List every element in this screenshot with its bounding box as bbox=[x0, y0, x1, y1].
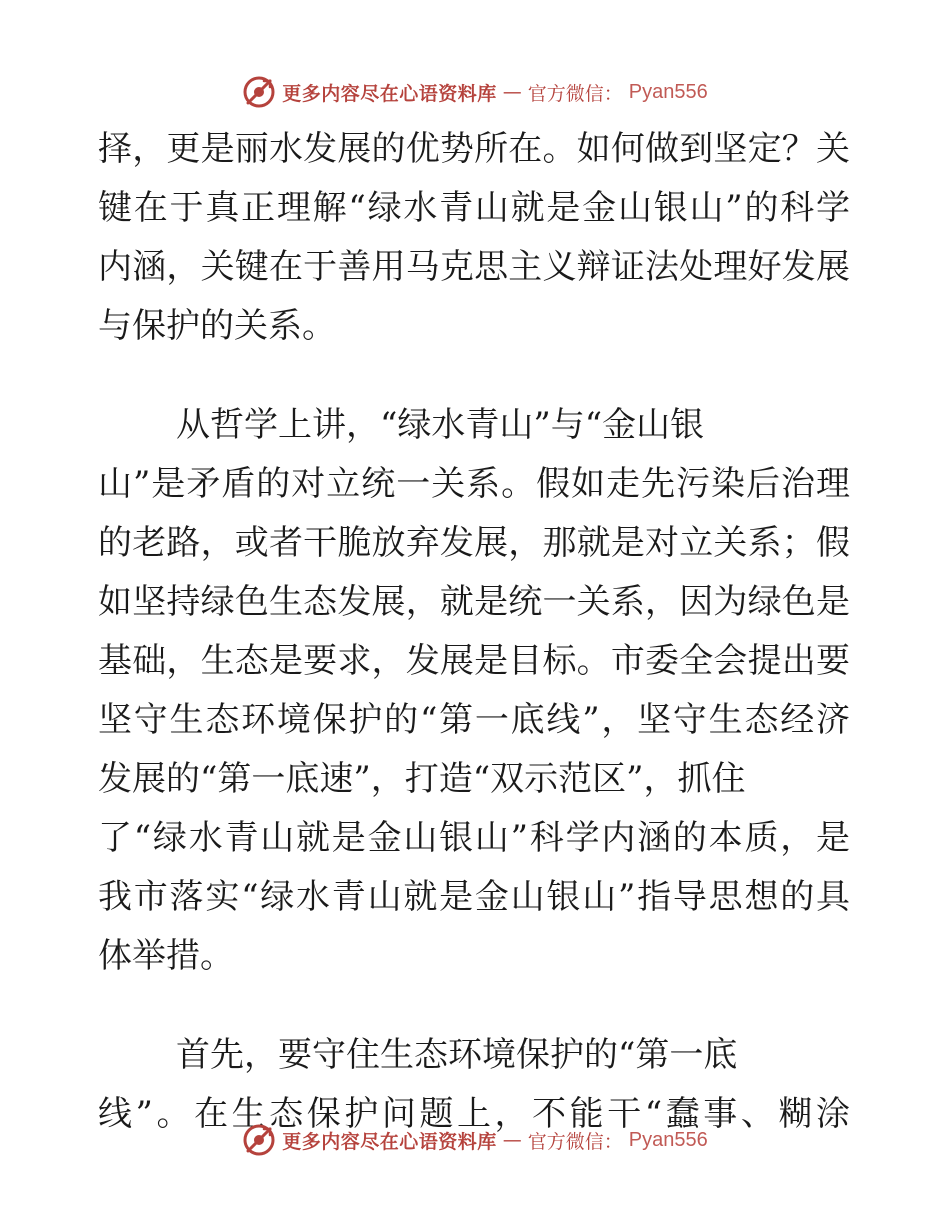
text-line: 首先，要守住生态环境保护的“第一底 bbox=[176, 1035, 738, 1075]
footer-brand-text: 更多内容尽在心语资料库 bbox=[282, 1130, 497, 1153]
text-line: 线”。在生态保护问题上，不能干“蠢事、糊涂 bbox=[98, 1094, 850, 1134]
brand-logo-icon bbox=[242, 1123, 276, 1157]
text-line: 我市落实“绿水青山就是金山银山”指导思想的具 bbox=[98, 877, 850, 917]
footer-wechat-label: 官方微信： bbox=[527, 1130, 623, 1153]
brand-logo-icon bbox=[242, 75, 276, 109]
footer-wechat-id: Pyan556 bbox=[628, 1128, 708, 1151]
header-brand-text: 更多内容尽在心语资料库 bbox=[282, 82, 497, 105]
text-line: 的老路，或者干脆放弃发展，那就是对立关系；假 bbox=[98, 523, 850, 563]
footer-separator: — bbox=[502, 1129, 522, 1151]
paragraph-1 bbox=[98, 120, 850, 356]
text-line: 山”是矛盾的对立统一关系。假如走先污染后治理 bbox=[98, 464, 850, 504]
header-wechat-label: 官方微信： bbox=[527, 82, 623, 105]
text-line: 坚守生态环境保护的“第一底线”，坚守生态经济 bbox=[98, 700, 850, 740]
paragraph-spacer bbox=[98, 986, 850, 1026]
paragraph-spacer bbox=[98, 356, 850, 396]
footer-banner bbox=[242, 1123, 708, 1157]
text-line: 体举措。 bbox=[98, 936, 234, 976]
text-line: 内涵，关键在于善用马克思主义辩证法处理好发展 bbox=[98, 247, 850, 287]
header-banner bbox=[242, 75, 708, 109]
page-header bbox=[0, 72, 950, 112]
text-line: 从哲学上讲，“绿水青山”与“金山银 bbox=[176, 405, 705, 445]
text-line: 基础，生态是要求，发展是目标。市委全会提出要 bbox=[98, 641, 850, 681]
document-body bbox=[98, 120, 850, 1144]
text-line: 与保护的关系。 bbox=[98, 306, 336, 346]
header-separator: — bbox=[502, 81, 522, 103]
text-line: 发展的“第一底速”，打造“双示范区”，抓住 bbox=[98, 759, 746, 799]
header-wechat-id: Pyan556 bbox=[628, 80, 708, 103]
text-line: 键在于真正理解“绿水青山就是金山银山”的科学 bbox=[98, 188, 850, 228]
text-line: 择，更是丽水发展的优势所在。如何做到坚定？关 bbox=[98, 129, 850, 169]
text-line: 了“绿水青山就是金山银山”科学内涵的本质，是 bbox=[98, 818, 850, 858]
page-footer bbox=[0, 1120, 950, 1160]
paragraph-2 bbox=[98, 396, 850, 986]
text-line: 如坚持绿色生态发展，就是统一关系，因为绿色是 bbox=[98, 582, 850, 622]
